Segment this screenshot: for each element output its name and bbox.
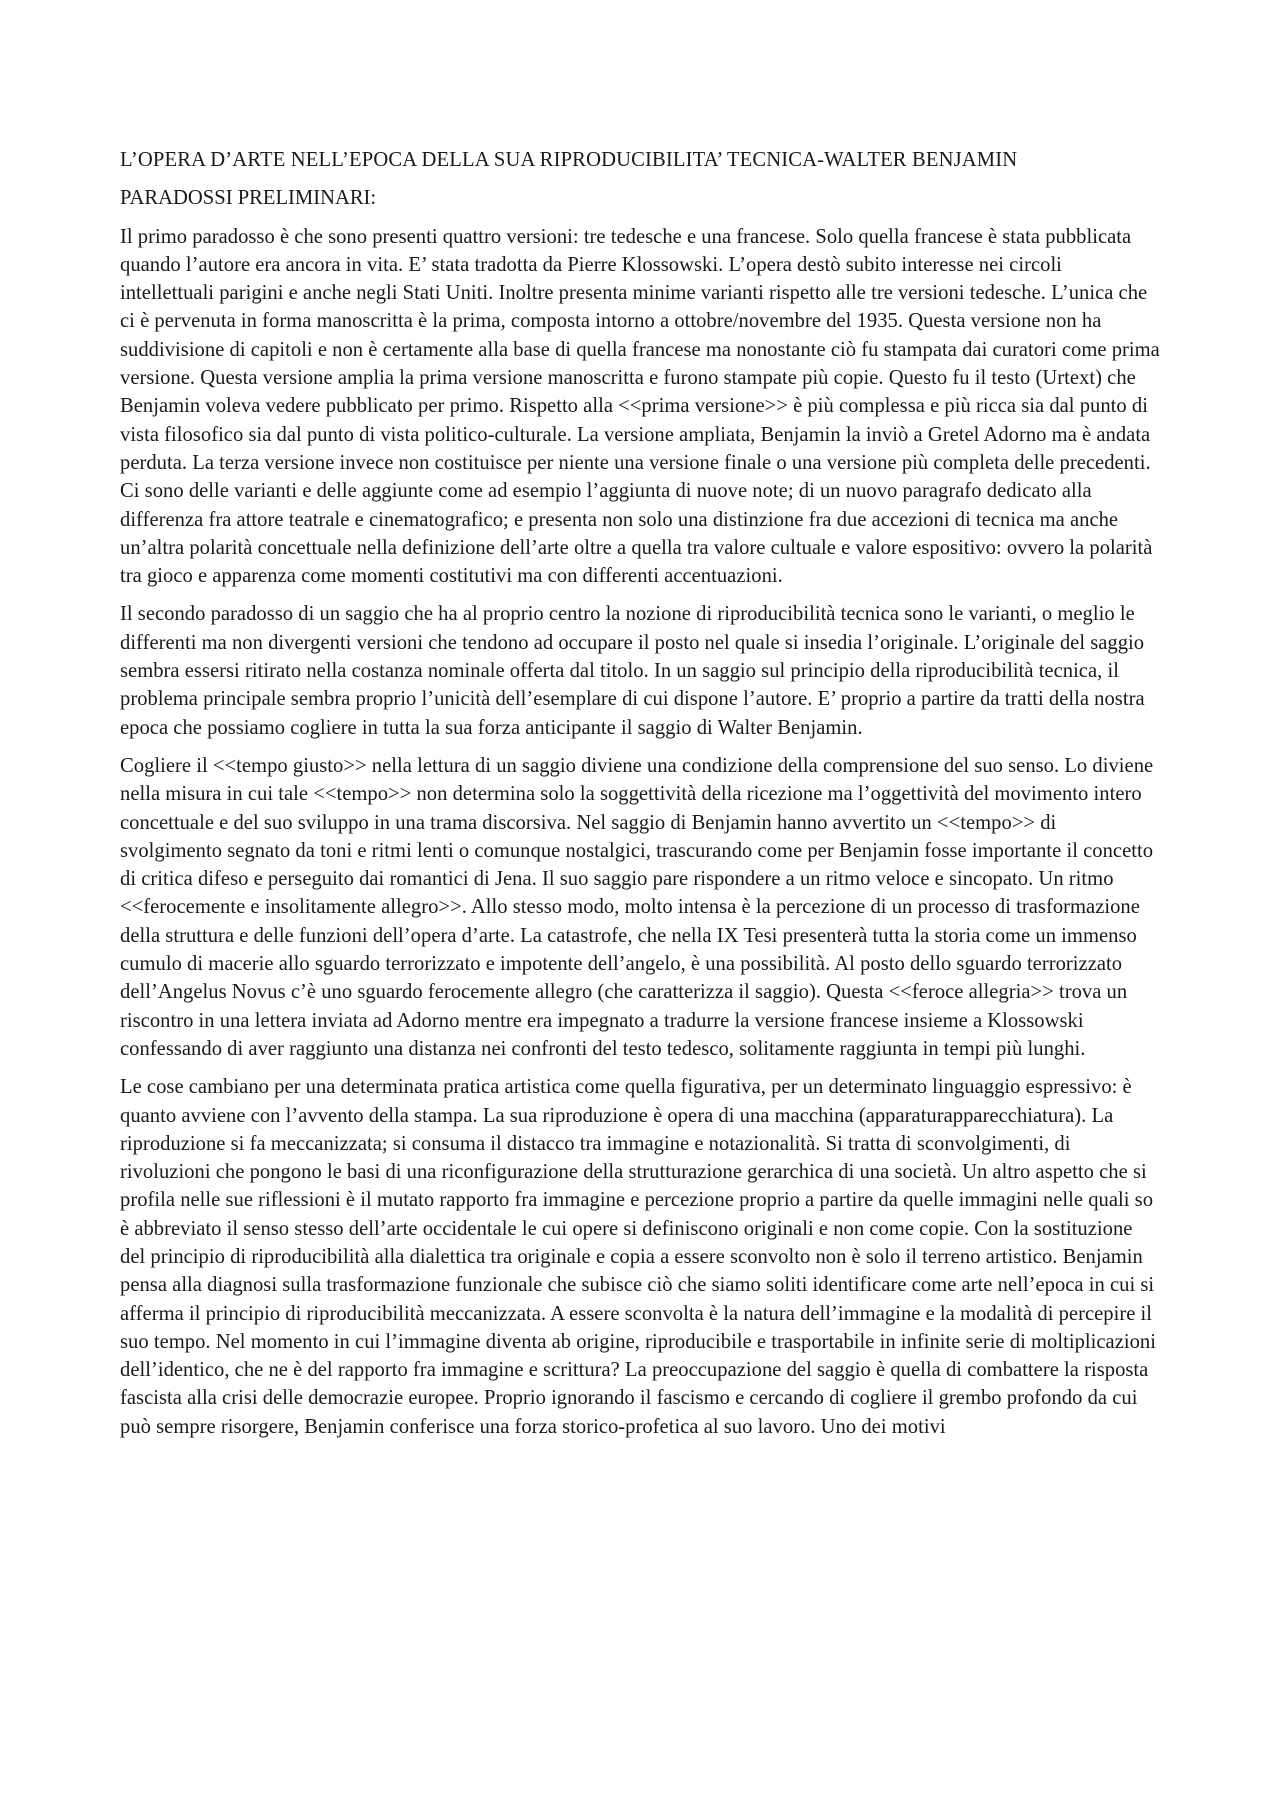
document-title: L’OPERA D’ARTE NELL’EPOCA DELLA SUA RIPRODUCIBILITA’ TECNICA-WALTER BENJAMIN — [120, 149, 1018, 171]
paragraph-second-paradox: Il secondo paradosso di un saggio che ha al proprio centro la nozione di riproducibilità tecnica sono le varianti, o meglio le differenti ma non divergenti versioni che tendono ad occupare il posto nel quale si insedia l’originale. L’originale del saggio sembra essersi ritirato nella costanza nominale offerta dal titolo. In un saggio sul principio della riproducibilità tecnica, il problema principale sembra proprio l’unicità dell’esemplare di cui dispone l’autore. E’ proprio a partire da tratti della nostra epoca che possiamo cogliere in tutta la sua forza anticipante il saggio di Walter Benjamin. — [120, 603, 1145, 739]
paragraph-first-paradox: Il primo paradosso è che sono presenti quattro versioni: tre tedesche e una francese. Solo quella francese è stata pubblicata quando l’autore era ancora in vita. E’ stata tradotta da Pierre Klossowski. L’opera destò subito interesse nei circoli intellettuali parigini e anche negli Stati Uniti. Inoltre presenta minime varianti rispetto alle tre versioni tedesche. L’unica che ci è pervenuta in forma manoscritta è la prima, composta intorno a ottobre/novembre del 1935. Questa versione non ha suddivisione di capitoli e non è certamente alla base di quella francese ma nonostante ciò fu stampata dai curatori come prima versione. Questa versione amplia la prima versione manoscritta e furono stampate più copie. Questo fu il testo (Urtext) che Benjamin voleva vedere pubblicato per primo. Rispetto alla <<prima versione>> è più complessa e più ricca sia dal punto di vista filosofico sia dal punto di vista politico-culturale. La versione ampliata, Benjamin la inviò a Gretel Adorno ma è andata perduta. La terza versione invece non costituisce per niente una versione finale o una versione più completa delle precedenti. Ci sono delle varianti e delle aggiunte come ad esempio l’aggiunta di nuove note; di un nuovo paragrafo dedicato alla differenza fra attore teatrale e cinematografico; e presenta non solo una distinzione fra due accezioni di tecnica ma anche un’altra polarità concettuale nella definizione dell’arte oltre a quella tra valore cultuale e valore espositivo: ovvero la polarità tra gioco e apparenza come momenti costitutivi ma con differenti accentuazioni. — [120, 225, 1160, 588]
document-page — [120, 146, 1160, 1451]
paragraph-right-time: Cogliere il <<tempo giusto>> nella lettura di un saggio diviene una condizione della comprensione del suo senso. Lo diviene nella misura in cui tale <<tempo>> non determina solo la soggettività della ricezione ma l’oggettività del movimento intero concettuale e del suo sviluppo in una trama discorsiva. Nel saggio di Benjamin hanno avvertito un <<tempo>> di svolgimento segnato da toni e ritmi lenti o comunque nostalgici, trascurando come per Benjamin fosse importante il concetto di critica difeso e perseguito dai romantici di Jena. Il suo saggio pare rispondere a un ritmo veloce e sincopato. Un ritmo <<ferocemente e insolitamente allegro>>. Allo stesso modo, molto intensa è la percezione di un processo di trasformazione della struttura e delle funzioni dell’opera d’arte. La catastrofe, che nella IX Tesi presenterà tutta la storia come un immenso cumulo di macerie allo sguardo terrorizzato e impotente dell’angelo, è una possibilità. Al posto dello sguardo terrorizzato dell’Angelus Novus c’è uno sguardo ferocemente allegro (che caratterizza il saggio). Questa <<feroce allegria>> trova un riscontro in una lettera inviata ad Adorno mentre era impegnato a tradurre la versione francese insieme a Klossowski confessando di aver raggiunto una distanza nei confronti del testo tedesco, solitamente raggiunta in tempi più lunghi. — [120, 754, 1154, 1060]
paragraph-reproduction: Le cose cambiano per una determinata pratica artistica come quella figurativa, per un determinato linguaggio espressivo: è quanto avviene con l’avvento della stampa. La sua riproduzione è opera di una macchina (apparaturapparecchiatura). La riproduzione si fa meccanizzata; si consuma il distacco tra immagine e notazionalità. Si tratta di sconvolgimenti, di rivoluzioni che pongono le basi di una riconfigurazione della strutturazione gerarchica di una società. Un altro aspetto che si profila nelle sue riflessioni è il mutato rapporto fra immagine e percezione proprio a partire da quelle immagini nelle quali so è abbreviato il senso stesso dell’arte occidentale le cui opere si definiscono originali e non come copie. Con la sostituzione del principio di riproducibilità alla dialettica tra originale e copia a essere sconvolto non è solo il terreno artistico. Benjamin pensa alla diagnosi sulla trasformazione funzionale che subisce ciò che siamo soliti identificare come arte nell’epoca in cui si afferma il principio di riproducibilità meccanizzata. A essere sconvolta è la natura dell’immagine e la modalità di percepire il suo tempo. Nel momento in cui l’immagine diventa ab origine, riproducibile e trasportabile in infinite serie di moltiplicazioni dell’identico, che ne è del rapporto fra immagine e scrittura? La preoccupazione del saggio è quella di combattere la risposta fascista alla crisi delle democrazie europee. Proprio ignorando il fascismo e cercando di cogliere il grembo profondo da cui può sempre risorgere, Benjamin conferisce una forza storico-profetica al suo lavoro. Uno dei motivi — [120, 1076, 1156, 1438]
section-heading: PARADOSSI PRELIMINARI: — [120, 187, 377, 210]
